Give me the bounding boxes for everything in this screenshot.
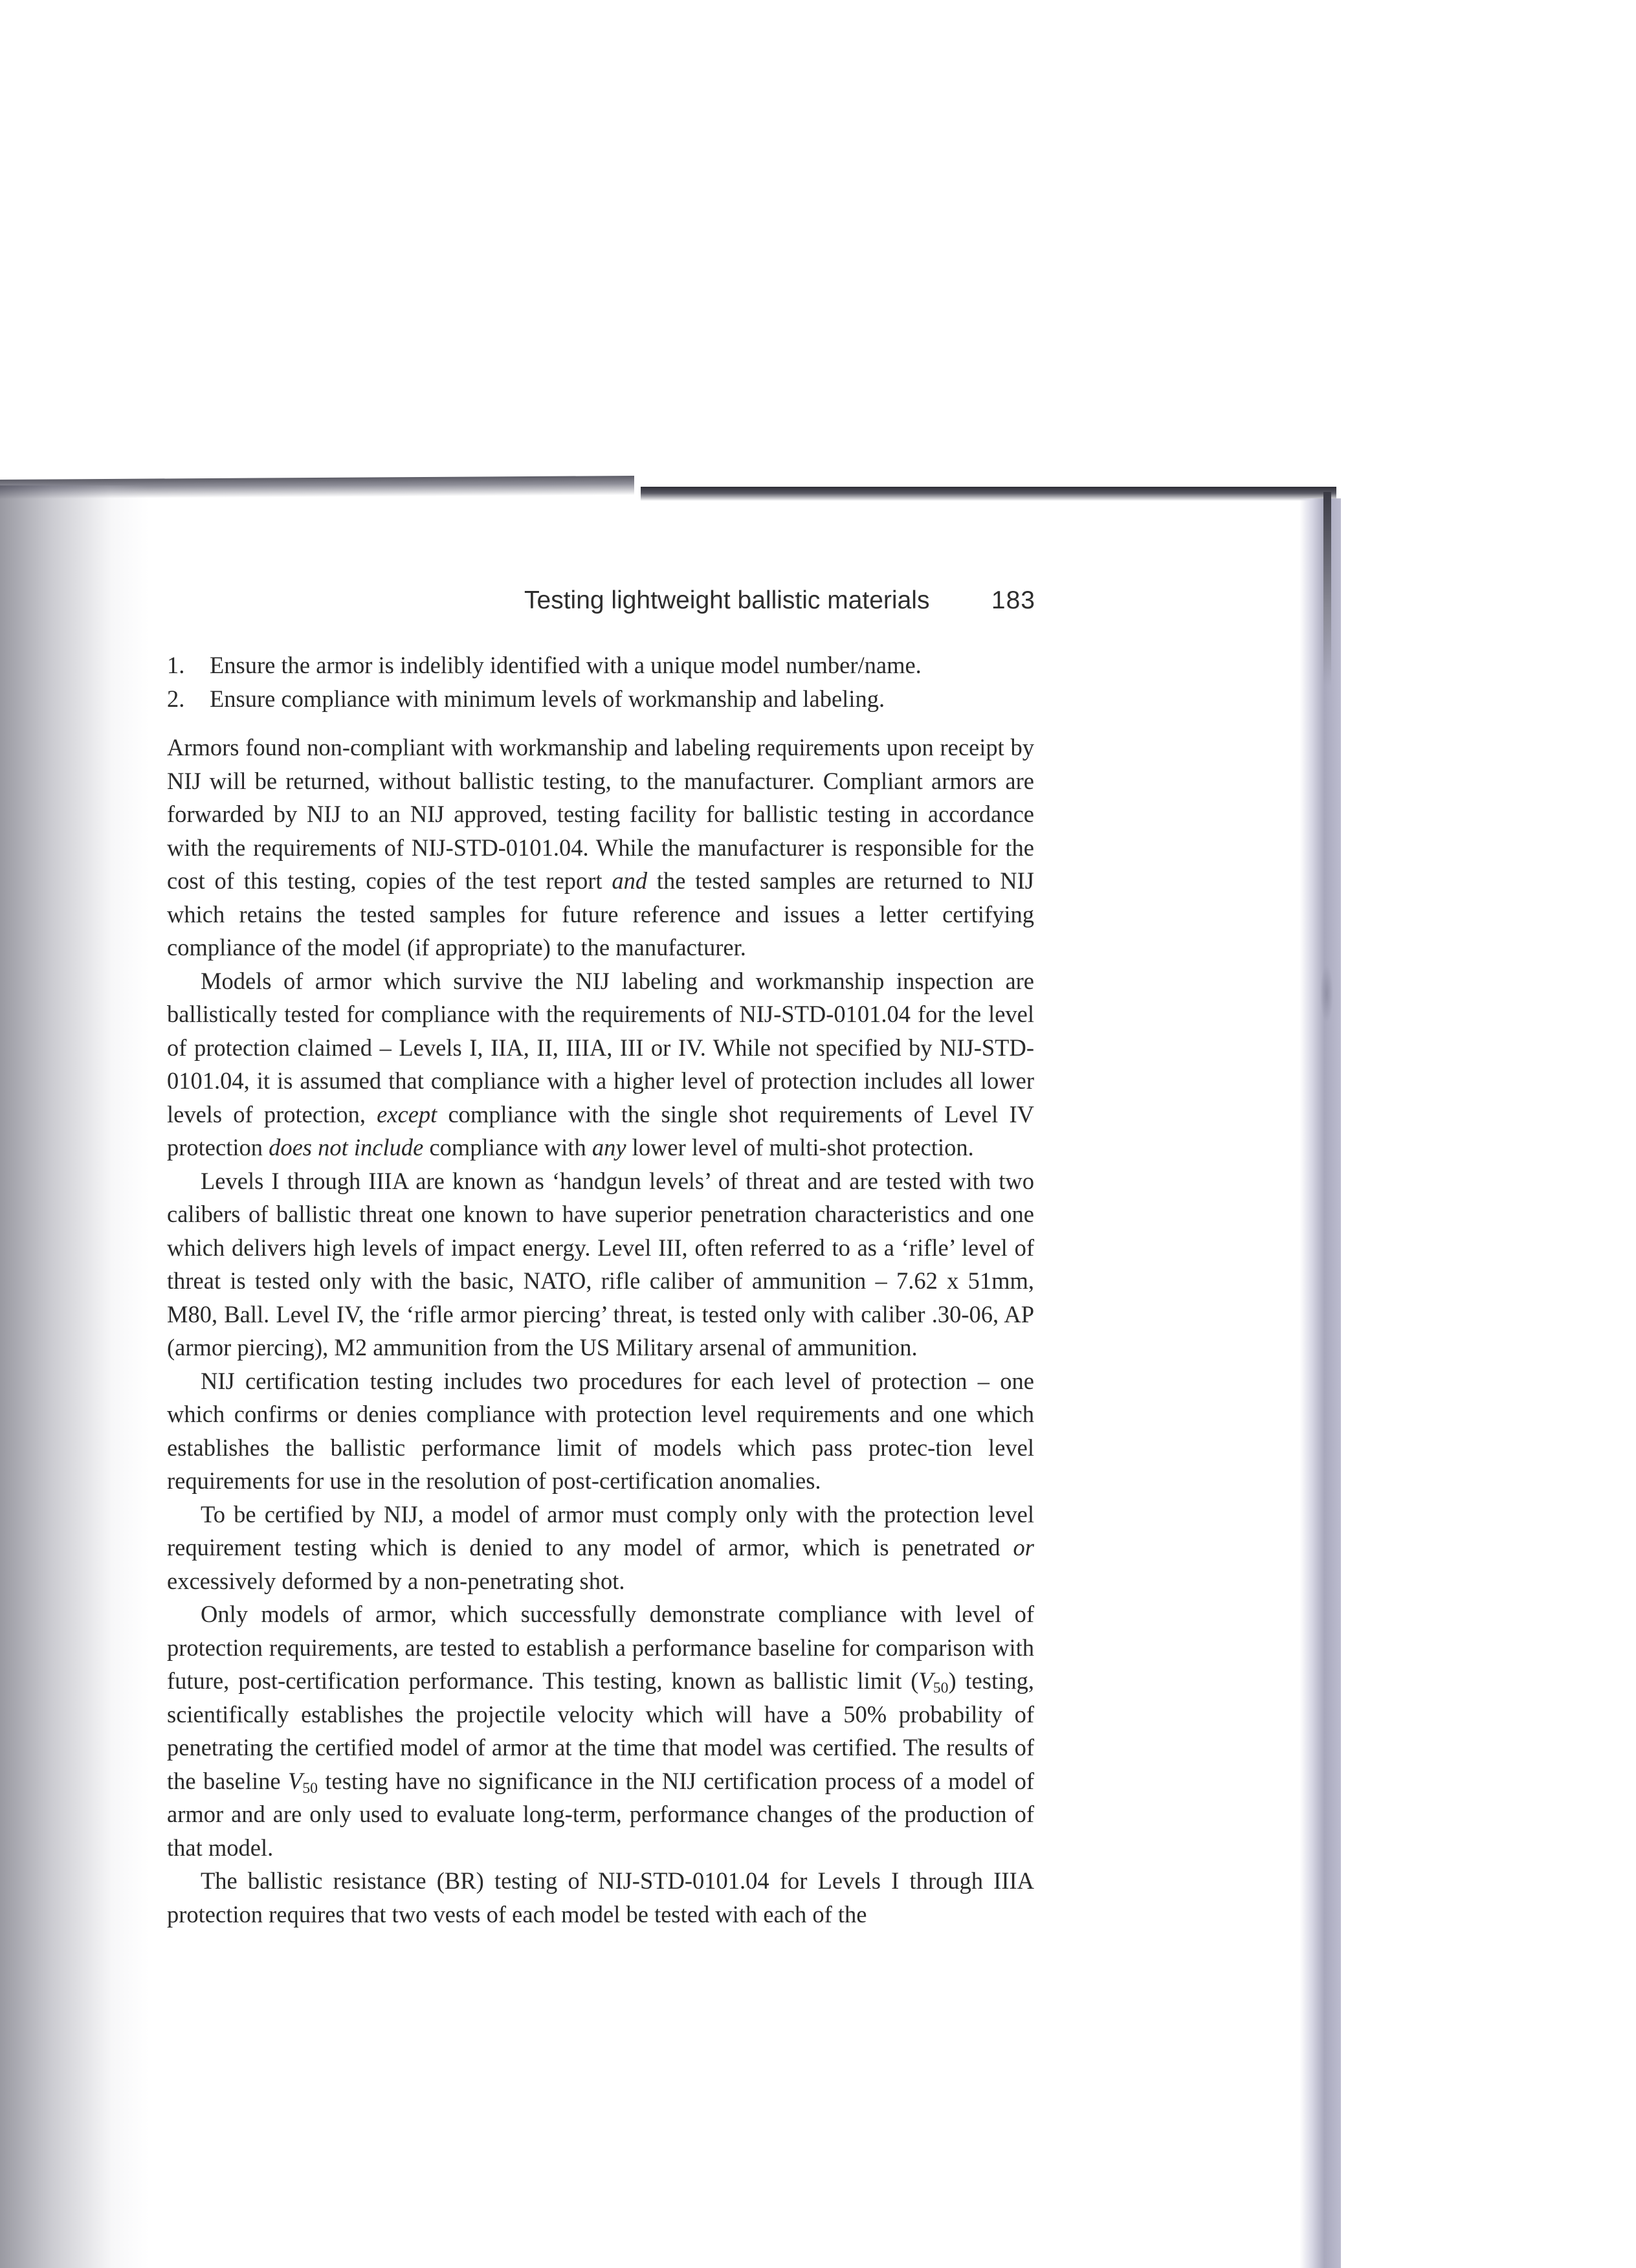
running-head bbox=[524, 581, 1035, 620]
paragraph-ballistic-limit: Only models of armor, which successfully demonstrate compliance with level of protection requirements, are tested to establish a performance baseline for comparison with future, post-certification performance. This testing, known as ballistic limit $(V_{50})$ testing, scientifically establishes the projectile velocity which will have a 50% probability of penetrating the certified model of armor at the time that model was certified. The results of the baseline $V_{50}$ testing have no significance in the NIJ certification process of a model of armor and are only used to evaluate long-term, performance changes of the production of that model. bbox=[167, 1601, 1034, 1861]
scan-gutter-shadow bbox=[0, 485, 149, 2268]
list-item bbox=[167, 649, 1034, 682]
scan-page-edge-right bbox=[1299, 498, 1341, 2268]
body-text bbox=[167, 649, 1034, 1931]
page-number: 183 bbox=[991, 586, 1035, 614]
scan-page-edge-shadow-top-right bbox=[641, 487, 1336, 501]
list-item bbox=[167, 682, 1034, 716]
running-head-title: Testing lightweight ballistic materials bbox=[524, 586, 930, 614]
list-item-number: 1. bbox=[167, 652, 185, 678]
paragraph-certification-requirement: To be certified by NIJ, a model of armor must comply only with the protection level requirement testing which is denied to any model of armor, which is penetrated or excessively deformed by a non-penetrating shot. bbox=[167, 1500, 1034, 1594]
paragraph-noncompliant-armors: Armors found non-compliant with workmanship and labeling requirements upon receipt by NIJ will be returned, without ballistic testing, to the manufacturer. Compliant armors are forwarded by NIJ to an NIJ approved, testing facility for ballistic testing in accordance with the requirements of NIJ-STD-0101.04. While the manufacturer is responsible for the cost of this testing, copies of the test report and the tested samples are returned to NIJ which retains the tested samples for future reference and issues a letter certifying compliance of the model (if appropriate) to the manufacturer. bbox=[167, 734, 1034, 961]
list-item-number: 2. bbox=[167, 685, 185, 712]
paragraph-ballistic-testing-levels: Models of armor which survive the NIJ labeling and workmanship inspection are ballistically tested for compliance with the requirements of NIJ-STD-0101.04 for the level of protection claimed – Levels I, IIA, II, IIIA, III or IV. While not specified by NIJ-STD-0101.04, it is assumed that compliance with a higher level of protection includes all lower levels of protection, except compliance with the single shot requirements of Level IV protection does not include compliance with any lower level of multi-shot protection. bbox=[167, 967, 1034, 1161]
list-spacer bbox=[167, 715, 1034, 731]
paragraph-certification-procedures: NIJ certification testing includes two procedures for each level of protection – one which confirms or denies compliance with protection level requirements and one which establishes the ballistic performance limit of models which pass protec-tion level requirements for use in the resolution of post-certification anomalies. bbox=[167, 1367, 1034, 1494]
paragraph-ballistic-resistance: The ballistic resistance (BR) testing of NIJ-STD-0101.04 for Levels I through IIIA protection requires that two vests of each model be tested with each of the bbox=[167, 1867, 1034, 1928]
scan-page-edge-right-dark bbox=[1323, 492, 1331, 686]
paragraph-threat-levels: Levels I through IIIA are known as ‘handgun levels’ of threat and are tested with two calibers of ballistic threat one known to have superior penetration characteristics and one which delivers high levels of impact energy. Level III, often referred to as a ‘rifle’ level of threat is tested only with the basic, NATO, rifle caliber of ammunition – 7.62 x 51mm, M80, Ball. Level IV, the ‘rifle armor piercing’ threat, is tested only with caliber .30-06, AP (armor piercing), M2 ammunition from the US Military arsenal of ammunition. bbox=[167, 1167, 1034, 1361]
list-item-text: Ensure compliance with minimum levels of workmanship and labeling. bbox=[210, 685, 885, 712]
scan-smudge bbox=[1320, 964, 1333, 1023]
list-item-text: Ensure the armor is indelibly identified with a unique model number/name. bbox=[210, 652, 922, 678]
